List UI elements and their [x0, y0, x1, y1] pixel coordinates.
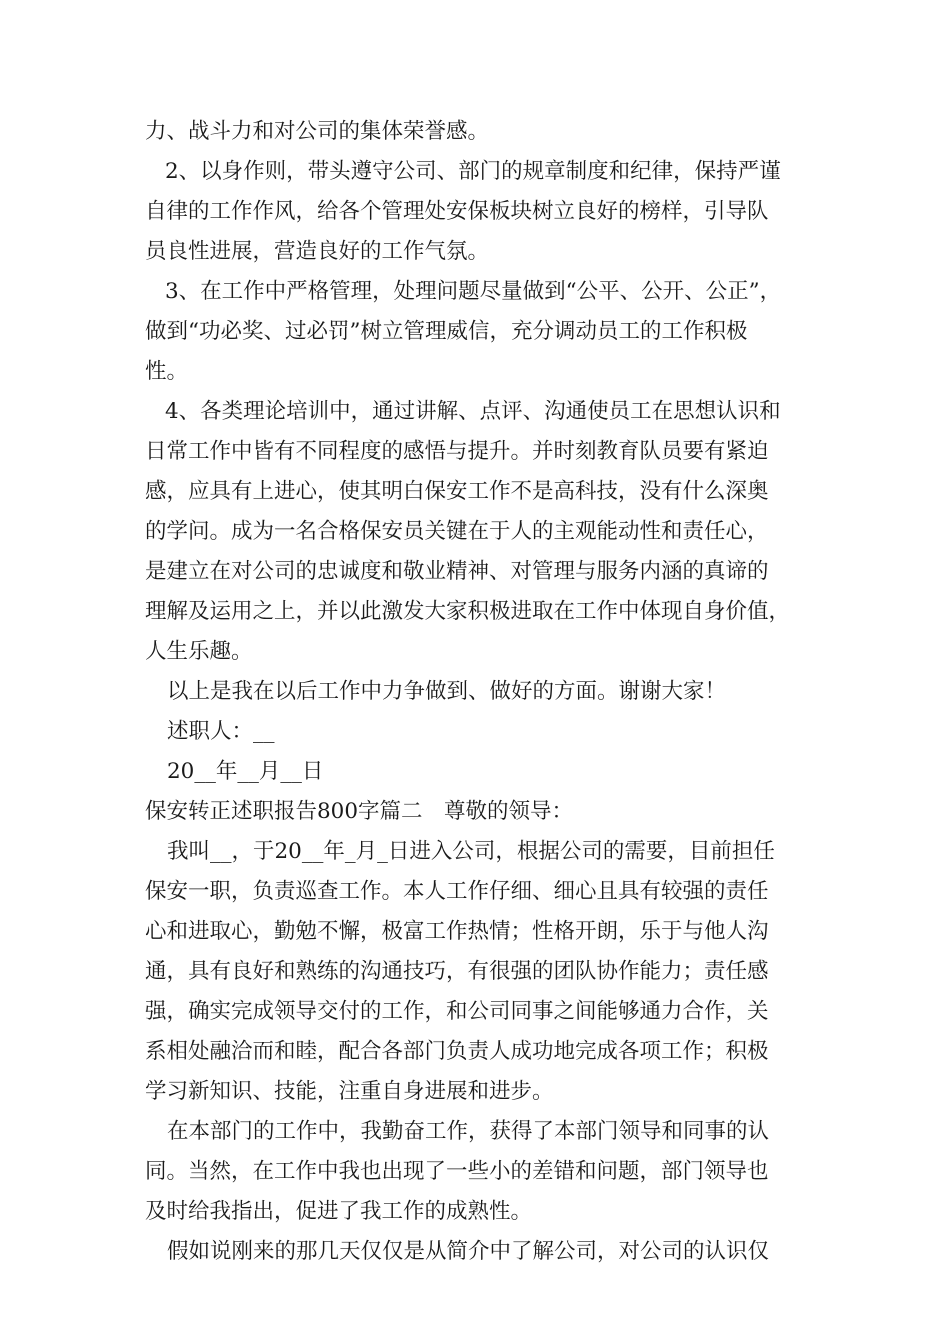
- text-line: 学习新知识、技能，注重自身进展和进步。: [145, 1079, 554, 1104]
- text-line: 2、以身作则，带头遵守公司、部门的规章制度和纪律，保持严谨: [165, 159, 781, 184]
- document-body: [145, 112, 825, 1272]
- text-line: 是建立在对公司的忠诚度和敬业精神、对管理与服务内涵的真谛的: [145, 559, 769, 584]
- text-line: 强，确实完成领导交付的工作，和公司同事之间能够通力合作，关: [145, 999, 769, 1024]
- text-line: 员良性进展，营造良好的工作气氛。: [145, 239, 490, 264]
- text-line: 人生乐趣。: [145, 639, 253, 664]
- text-line: 保安转正述职报告800字篇二 尊敬的领导：: [145, 799, 574, 824]
- text-line: 同。当然，在工作中我也出现了一些小的差错和问题，部门领导也: [145, 1159, 769, 1184]
- text-line: 保安一职，负责巡查工作。本人工作仔细、细心且具有较强的责任: [145, 879, 769, 904]
- text-line: 及时给我指出，促进了我工作的成熟性。: [145, 1199, 533, 1224]
- text-line: 以上是我在以后工作中力争做到、做好的方面。谢谢大家！: [167, 679, 727, 704]
- text-line: 心和进取心，勤勉不懈，极富工作热情；性格开朗，乐于与他人沟: [145, 919, 769, 944]
- text-line: 做到“功必奖、过必罚”树立管理威信，充分调动员工的工作积极: [145, 319, 748, 344]
- text-line: 20__年__月__日: [167, 759, 324, 784]
- text-line: 3、在工作中严格管理，处理问题尽量做到“公平、公开、公正”，: [165, 279, 782, 304]
- text-line: 通，具有良好和熟练的沟通技巧，有很强的团队协作能力；责任感: [145, 959, 769, 984]
- text-line: 日常工作中皆有不同程度的感悟与提升。并时刻教育队员要有紧迫: [145, 439, 769, 464]
- text-line: 自律的工作作风，给各个管理处安保板块树立良好的榜样，引导队: [145, 199, 769, 224]
- text-line: 我叫__，于20__年_月_日进入公司，根据公司的需要，目前担任: [167, 839, 775, 864]
- text-line: 系相处融洽而和睦，配合各部门负责人成功地完成各项工作；积极: [145, 1039, 769, 1064]
- text-line: 述职人：__: [167, 719, 275, 744]
- text-line: 性。: [145, 359, 189, 384]
- text-line: 在本部门的工作中，我勤奋工作，获得了本部门领导和同事的认: [167, 1119, 770, 1144]
- text-line: 理解及运用之上，并以此激发大家积极进取在工作中体现自身价值，: [145, 599, 791, 624]
- text-line: 假如说刚来的那几天仅仅是从简介中了解公司，对公司的认识仅: [167, 1239, 770, 1264]
- text-line: 的学问。成为一名合格保安员关键在于人的主观能动性和责任心，: [145, 519, 769, 544]
- text-line: 感，应具有上进心，使其明白保安工作不是高科技，没有什么深奥: [145, 479, 769, 504]
- text-line: 4、各类理论培训中，通过讲解、点评、沟通使员工在思想认识和: [165, 399, 781, 424]
- text-line: 力、战斗力和对公司的集体荣誉感。: [145, 119, 490, 144]
